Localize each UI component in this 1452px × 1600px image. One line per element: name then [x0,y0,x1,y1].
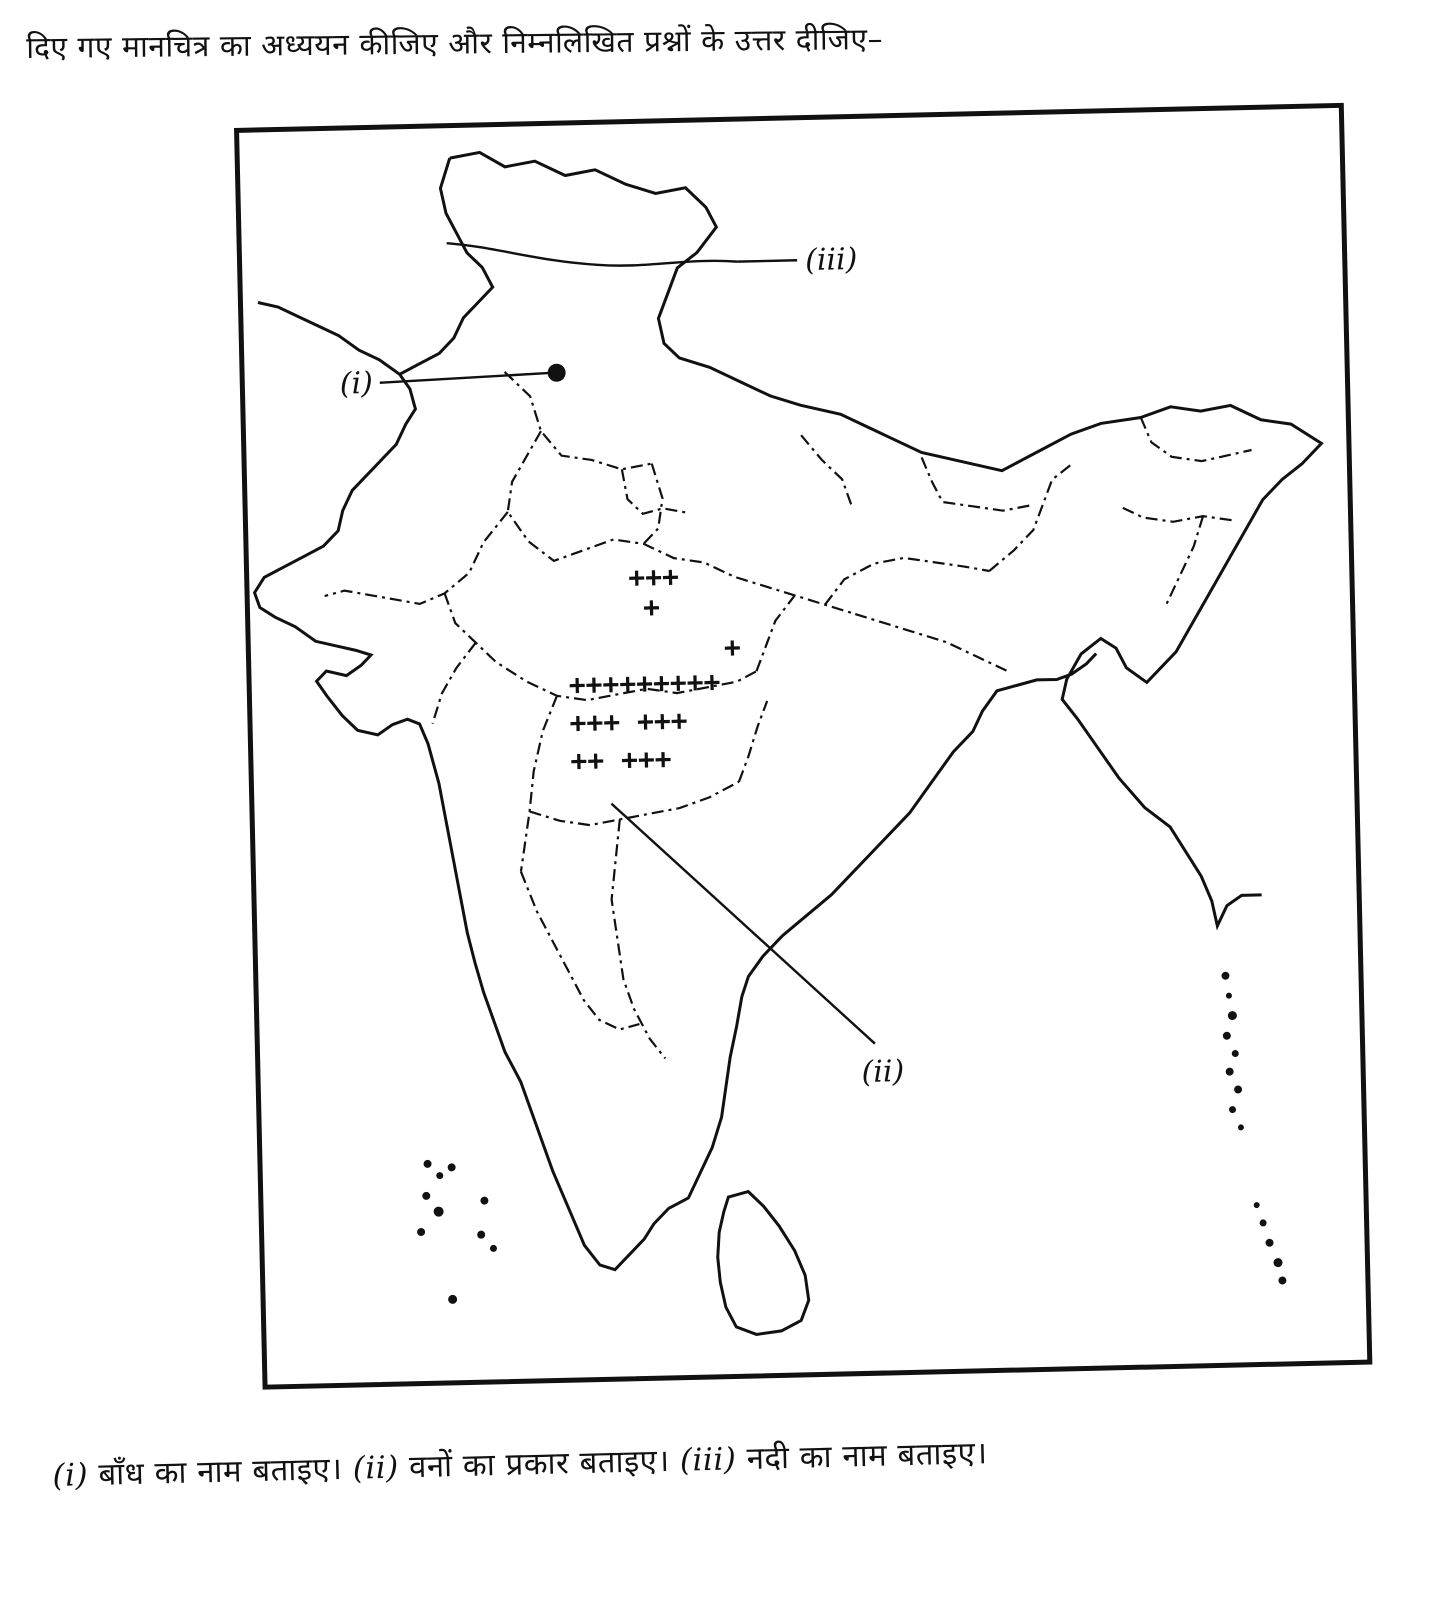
question-1-number: (i) [52,1457,89,1494]
map-border [236,105,1370,1388]
question-3-number: (iii) [679,1441,737,1479]
question-1-text: बाँध का नाम बताइए। [87,1450,354,1494]
andaman-nicobar-islands [1221,970,1286,1285]
forest-symbols [566,559,744,778]
label-forest: (ii) [861,1054,905,1091]
forest-row-2: + [642,590,661,624]
forest-row-5: +++ +++ [569,703,688,740]
state-boundaries [320,355,1265,1066]
india-outline-map [234,103,1372,1390]
river-line [447,237,738,270]
label-dam: (i) [339,365,374,402]
river-leader-line [737,260,797,261]
forest-row-4: +++++++++ [568,665,721,702]
dam-leader-line [380,373,552,383]
india-boundary [245,133,1340,1277]
forest-row-3: + [723,630,742,665]
lakshadweep-islands [415,1158,498,1304]
question-2-number: (ii) [352,1449,400,1487]
forest-row-1: +++ [627,560,680,595]
forest-leader-line [611,798,875,1050]
forest-row-6: ++ +++ [570,742,672,778]
question-text [52,1431,988,1496]
sri-lanka-outline [716,1190,809,1335]
question-2-text: वनों का प्रकार बताइए। [398,1442,681,1486]
question-3-text: नदी का नाम बताइए। [735,1435,988,1478]
label-river: (iii) [804,241,858,279]
instruction-text: दिए गए मानचित्र का अध्ययन कीजिए और निम्नलिखित प्रश्नों के उत्तर दीजिए– [26,22,884,66]
